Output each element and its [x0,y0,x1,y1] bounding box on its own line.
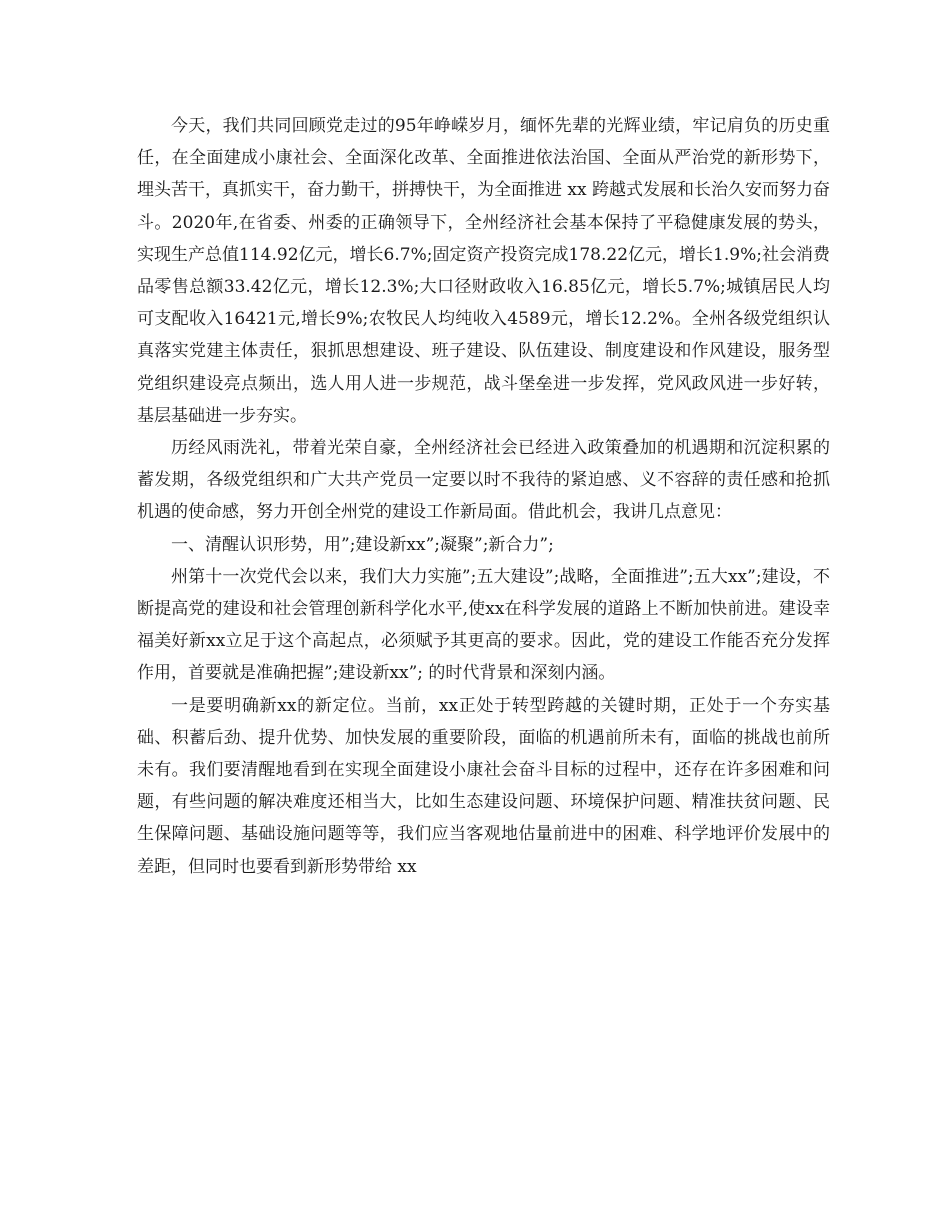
document-body [137,110,830,883]
paragraph-new-situation: 历经风雨洗礼，带着光荣自豪，全州经济社会已经进入政策叠加的机遇期和沉淀积累的蓄发期，各级党组织和广大共产党员一定要以时不我待的紧迫感、义不容辞的责任感和抢抓机遇的使命感，努力开创全州党的建设工作新局面。借此机会，我讲几点意见： [137,438,830,523]
section-heading-one: 一、清醒认识形势，用”;建设新xx”;凝聚”;新合力”; [171,534,554,555]
paragraph-party-congress: 州第十一次党代会以来，我们大力实施”;五大建设”;战略，全面推进”;五大xx”;建设，不断提高党的建设和社会管理创新科学化水平,使xx在科学发展的道路上不断加快前进。建设幸福美好新xx立足于这个高起点，必须赋予其更高的要求。因此，党的建设工作能否充分发挥作用，首要就是准确把握”;建设新xx”; 的时代背景和深刻内涵。 [137,566,830,684]
paragraph-new-positioning: 一是要明确新xx的新定位。当前，xx正处于转型跨越的关键时期，正处于一个夯实基础、积蓄后劲、提升优势、加快发展的重要阶段，面临的机遇前所未有，面临的挑战也前所未有。我们要清醒地看到在实现全面建设小康社会奋斗目标的过程中，还存在许多困难和问题，有些问题的解决难度还相当大，比如生态建设问题、环境保护问题、精准扶贫问题、民生保障问题、基础设施问题等等，我们应当客观地估量前进中的困难、科学地评价发展中的差距，但同时也要看到新形势带给 xx [137,695,830,877]
paragraph-anniversary-review: 今天，我们共同回顾党走过的95年峥嵘岁月，缅怀先辈的光辉业绩，牢记肩负的历史重任，在全面建成小康社会、全面深化改革、全面推进依法治国、全面从严治党的新形势下，埋头苦干，真抓实干，奋力勤干，拼搏快干，为全面推进 xx 跨越式发展和长治久安而努力奋斗。2020年,在省委、州委的正确领导下，全州经济社会基本保持了平稳健康发展的势头，实现生产总值114.92亿元，增长6.7%;固定资产投资完成178.22亿元，增长1.9%;社会消费品零售总额33.42亿元，增长12.3%;大口径财政收入16.85亿元，增长5.7%;城镇居民人均可支配收入16421元,增长9%;农牧民人均纯收入4589元，增长12.2%。全州各级党组织认真落实党建主体责任，狠抓思想建设、班子建设、队伍建设、制度建设和作风建设，服务型党组织建设亮点频出，选人用人进一步规范，战斗堡垒进一步发挥，党风政风进一步好转，基层基础进一步夯实。 [137,116,830,426]
